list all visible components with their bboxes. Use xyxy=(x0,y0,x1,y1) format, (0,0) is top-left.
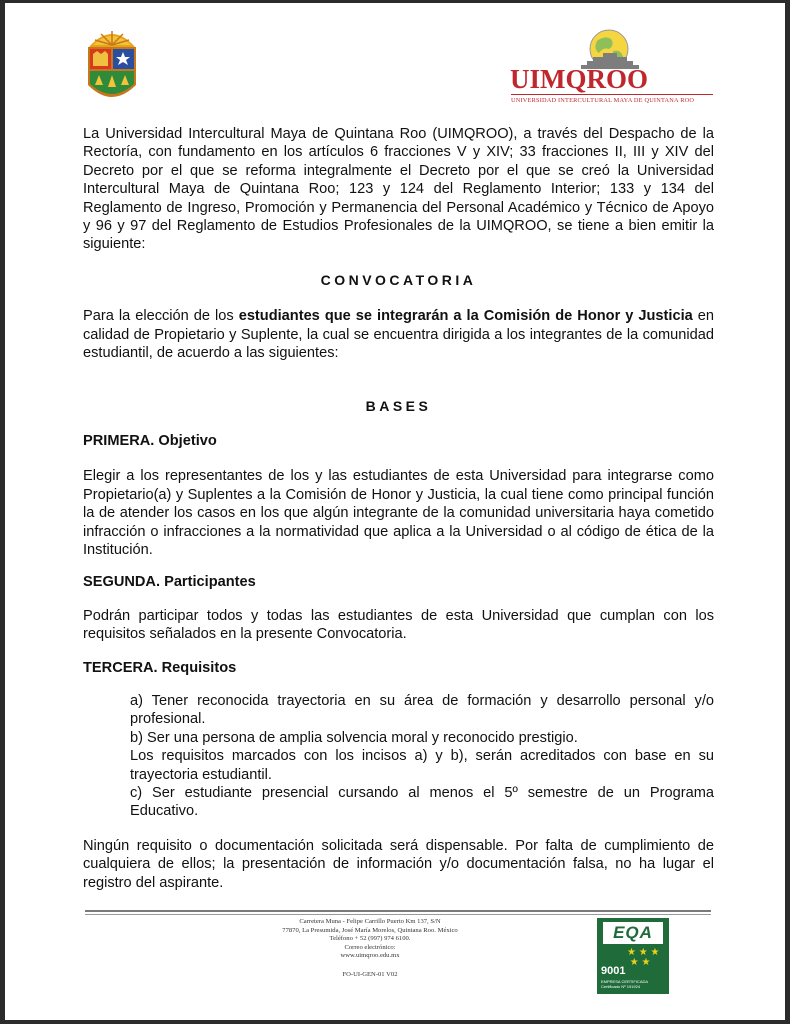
cert-number: Certificado Nº 191924 xyxy=(601,984,641,989)
footer-address-line: 77870, La Presumida, José María Morelos, Quintana Roo. México xyxy=(282,926,458,934)
purpose-text-start: Para la elección de los xyxy=(83,308,239,325)
section-primera-text: Elegir a los representantes de los y las estudiantes de esta Universidad para integrarse como Propietario(a) y Suplentes a la Comisión de Honor y Justicia, la cual tiene como principal función la de atender los casos en los que algún integrante de la comunidad universitaria haya cometido infracción o infracciones a la normatividad que aplica a la Universidad o al código de ética de la Institución. xyxy=(83,468,714,558)
logo-divider xyxy=(511,94,713,95)
requirement-item: b) Ser una persona de amplia solvencia moral y reconocido prestigio. xyxy=(130,729,578,746)
convocatoria-title: CONVOCATORIA xyxy=(320,271,477,288)
cert-iso-number: 9001 xyxy=(601,965,626,977)
document-page xyxy=(5,3,785,1020)
footer-contact xyxy=(225,918,515,980)
section-tercera-heading: TERCERA. Requisitos xyxy=(83,659,237,676)
logo-wordmark: UIMQROO xyxy=(510,64,648,94)
requirement-item: c) Ser estudiante presencial cursando al menos el 5º semestre de un Programa Educativo. xyxy=(130,784,714,820)
purpose-text-end: en calidad de Propietario y Suplente, la cual se encuentra dirigida a los integrantes de la comunidad estudiantil, de acuerdo a las siguientes: xyxy=(83,308,714,362)
bases-title: BASES xyxy=(365,398,432,415)
document-header xyxy=(5,3,785,123)
section-primera-heading: PRIMERA. Objetivo xyxy=(83,432,217,449)
footer-divider-thin xyxy=(85,914,711,915)
document-body xyxy=(83,123,714,892)
footer-address-line: Carretera Muna - Felipe Carrillo Puerto Km 137, S/N xyxy=(299,918,441,925)
footer-website: www.uimqroo.edu.mx xyxy=(340,952,400,960)
requirement-item: a) Tener reconocida trayectoria en su área de formación y desarrollo personal y/o profesional. xyxy=(130,692,714,728)
cert-company-label: EMPRESA CERTIFICADA xyxy=(601,979,649,984)
footer-divider xyxy=(85,910,711,912)
requirement-note: Los requisitos marcados con los incisos a) y b), serán acreditados con base en su trayectoria estudiantil. xyxy=(130,748,714,783)
uimqroo-logo xyxy=(505,27,715,107)
cert-small-text xyxy=(601,979,648,989)
document-footer xyxy=(5,908,785,1020)
purpose-text-bold: estudiantes que se integrarán a la Comisión de Honor y Justicia xyxy=(238,308,693,325)
intro-paragraph: La Universidad Intercultural Maya de Quintana Roo (UIMQROO), a través del Despacho de la Rectoría, con fundamento en los artículos 6 fracciones V y XIV; 33 fracciones II, III y XIV del Decreto por el que se reforma integralmente el Decreto por el que se creó la Universidad Intercultural Maya de Quintana Roo; 123 y 124 del Reglamento Interior; 133 y 134 del Reglamento de Ingreso, Promoción y Permanencia del Personal Académico y Técnico de Apoyo y 96 y 97 del Reglamento de Estudios Profesionales de la UIMQROO, se tiene a bien emitir la siguiente: xyxy=(83,126,714,253)
coat-of-arms-emblem xyxy=(83,27,141,107)
footer-form-code: FO-UI-GEN-01 V02 xyxy=(342,970,398,978)
section-segunda-text: Podrán participar todos y todas las estudiantes de esta Universidad que cumplan con los requisitos señalados en la presente Convocatoria. xyxy=(83,607,714,643)
cert-stars-icon: ★ ★ ★ ★ ★ xyxy=(627,947,660,968)
purpose-paragraph xyxy=(83,307,714,362)
iso-certification-badge xyxy=(597,918,669,994)
requirements-list xyxy=(83,692,714,821)
footer-phone: Teléfono + 52 (997) 974 6100. xyxy=(329,935,411,943)
logo-subtitle: UNIVERSIDAD INTERCULTURAL MAYA DE QUINTANA ROO xyxy=(511,97,695,104)
cert-brand: EQA xyxy=(603,922,663,944)
footer-email-label: Correo electrónico: xyxy=(344,943,396,951)
section-segunda-heading: SEGUNDA. Participantes xyxy=(83,574,256,591)
closing-paragraph: Ningún requisito o documentación solicitada será dispensable. Por falta de cumplimiento de cualquiera de ellos; la presentación de información y/o documentación falsa, no ha lugar el registro del aspirante. xyxy=(83,837,714,891)
